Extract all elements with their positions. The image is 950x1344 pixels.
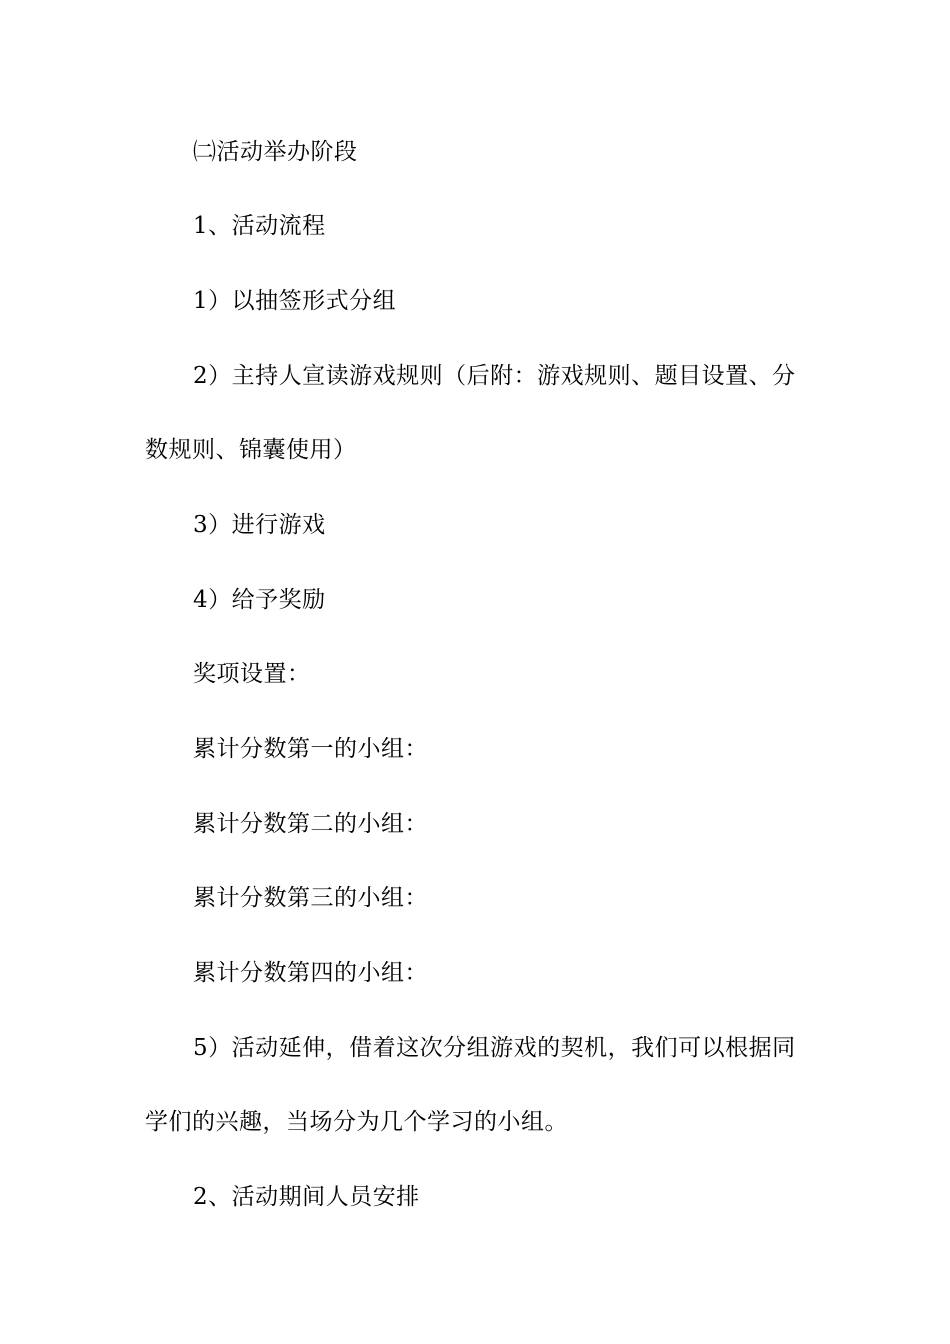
award-line: 累计分数第一的小组： bbox=[193, 736, 428, 762]
list-item: 4）给予奖励 bbox=[193, 587, 326, 613]
list-item: 1）以抽签形式分组 bbox=[193, 288, 397, 314]
list-item: 5）活动延伸，借着这次分组游戏的契机，我们可以根据同 bbox=[193, 1035, 796, 1061]
award-line: 累计分数第二的小组： bbox=[193, 811, 428, 837]
list-item: 2）主持人宣读游戏规则（后附：游戏规则、题目设置、分 bbox=[193, 363, 796, 389]
list-item-continuation: 学们的兴趣，当场分为几个学习的小组。 bbox=[145, 1109, 568, 1135]
subsection-heading: 1、活动流程 bbox=[193, 213, 326, 239]
paragraph: 奖项设置： bbox=[193, 661, 311, 687]
section-heading: ㈡活动举办阶段 bbox=[193, 139, 358, 165]
award-line: 累计分数第四的小组： bbox=[193, 960, 428, 986]
subsection-heading: 2、活动期间人员安排 bbox=[193, 1184, 420, 1210]
list-item-continuation: 数规则、锦囊使用） bbox=[145, 437, 357, 463]
list-item: 3）进行游戏 bbox=[193, 512, 326, 538]
award-line: 累计分数第三的小组： bbox=[193, 885, 428, 911]
